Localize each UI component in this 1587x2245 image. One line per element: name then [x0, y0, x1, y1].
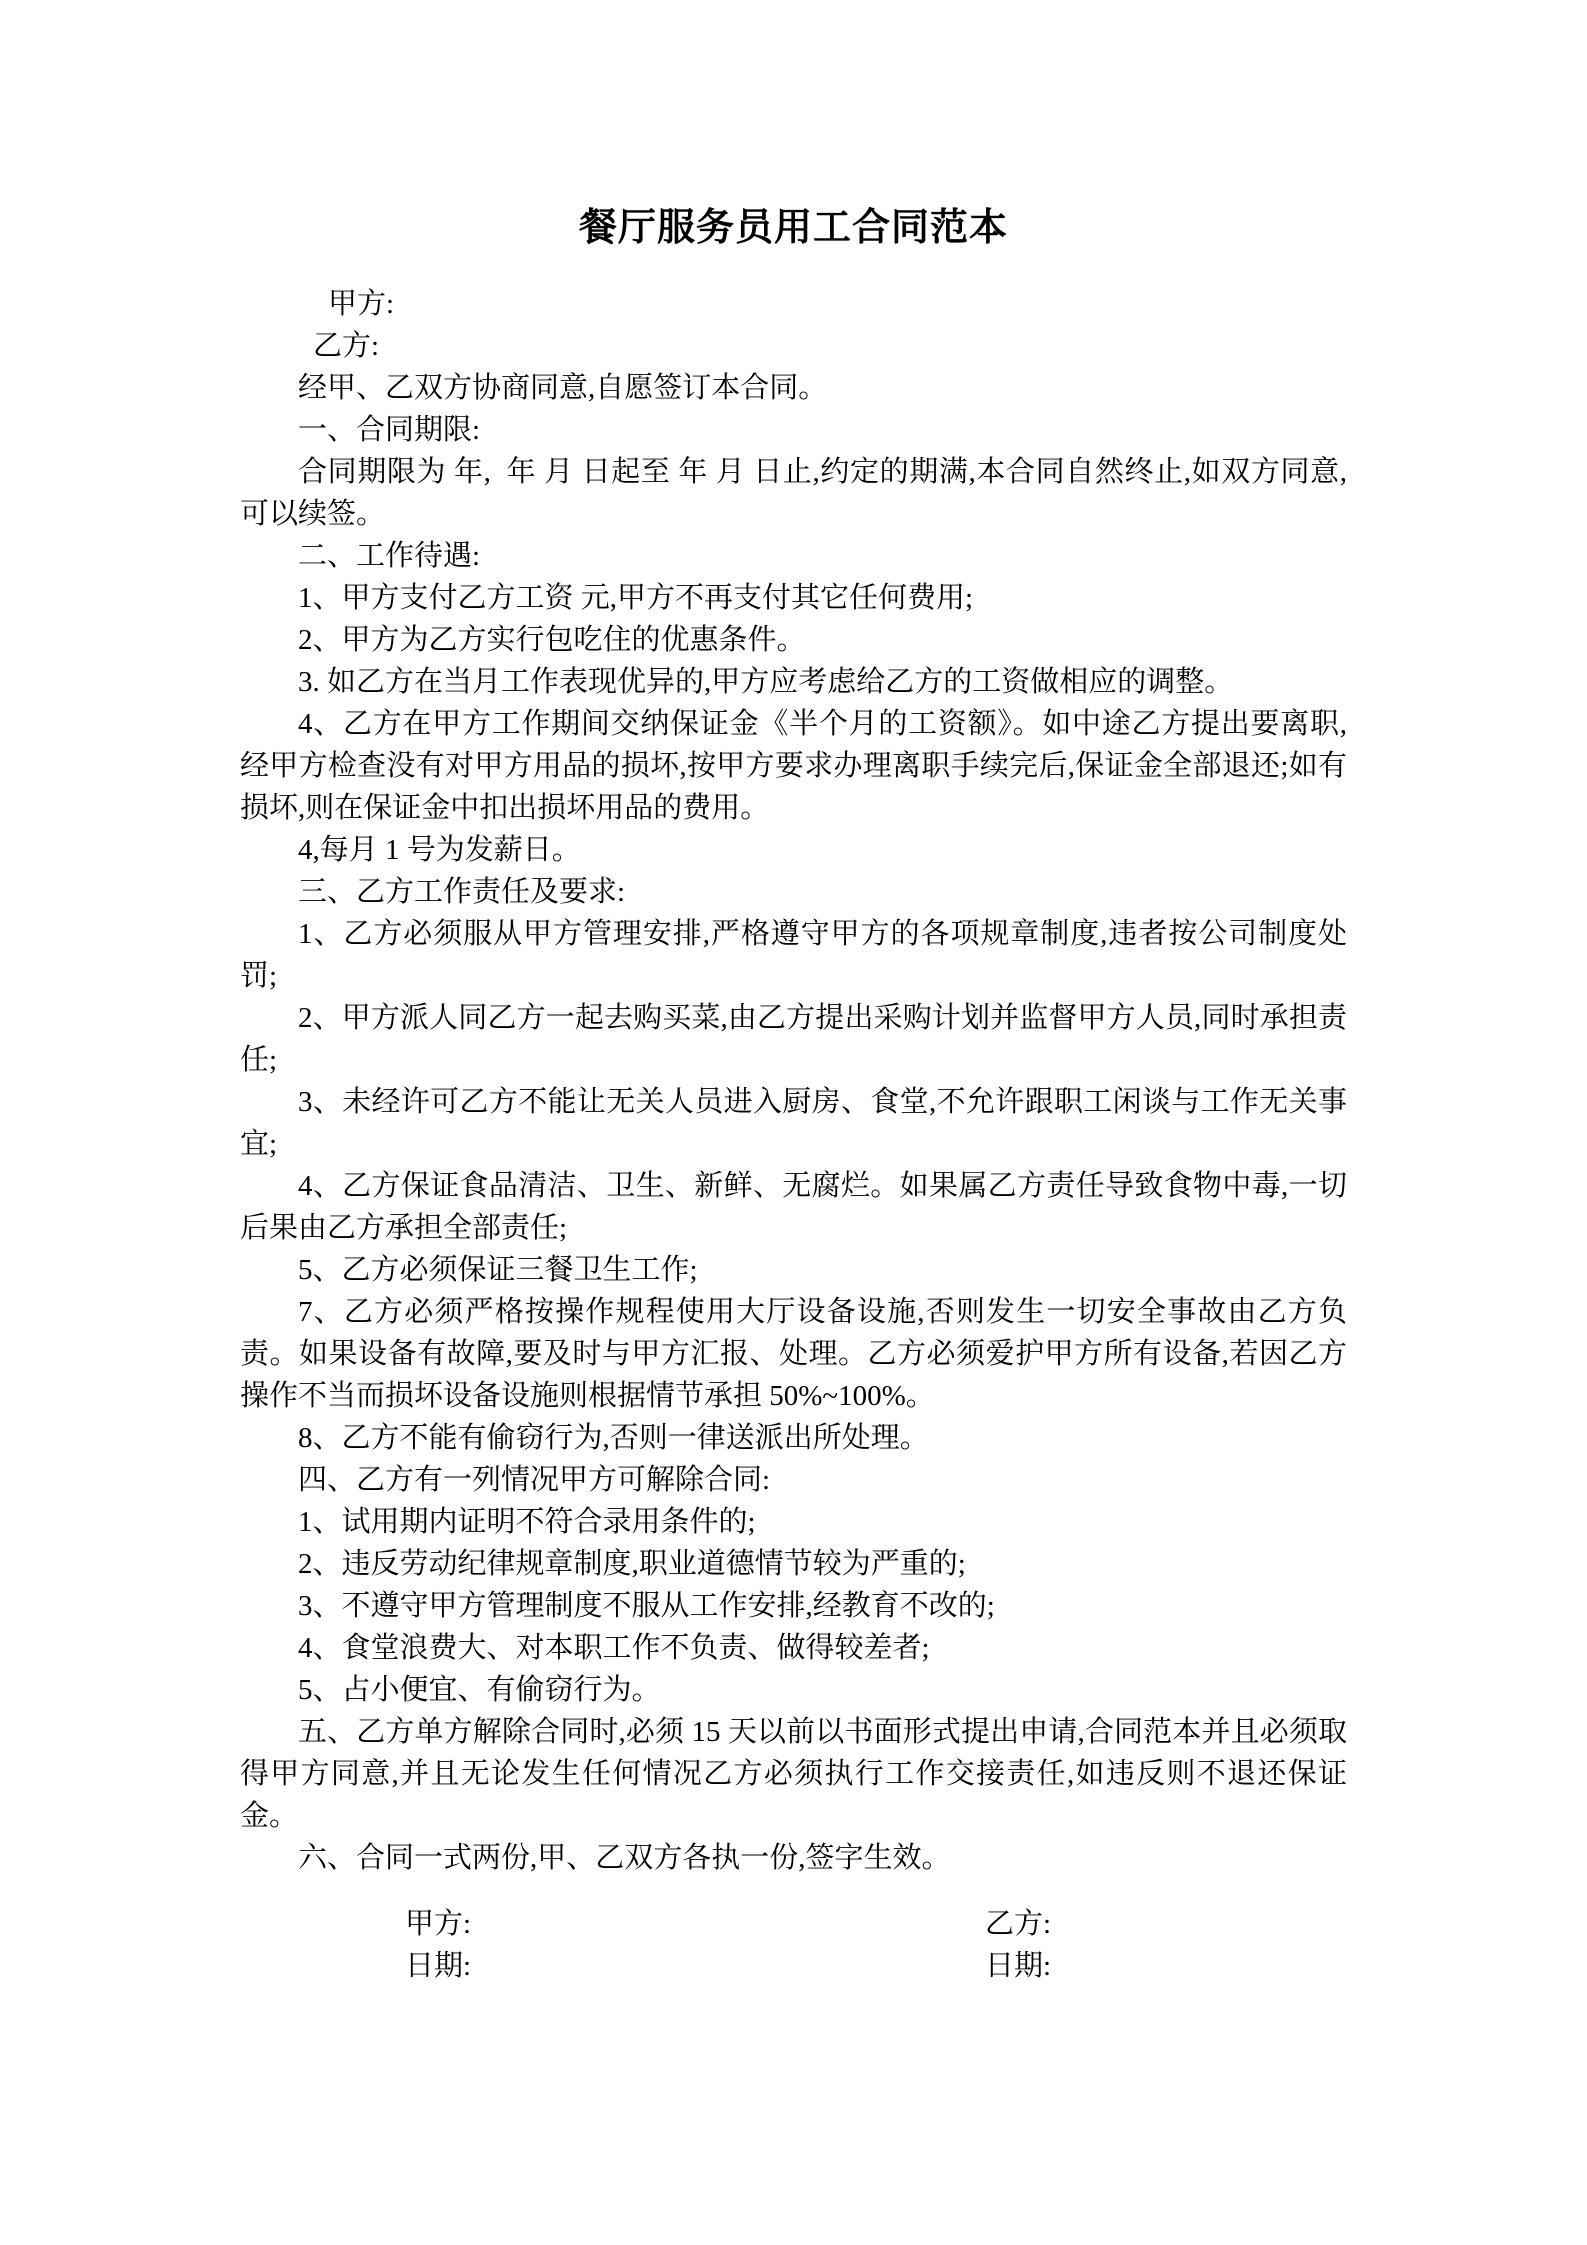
party-b-line: 乙方:	[313, 330, 380, 362]
party-b-signature-label: 乙方:	[985, 1908, 1052, 1940]
termination-item-1: 1、试用期内证明不符合录用条件的;	[298, 1506, 756, 1538]
work-benefit-item-1: 1、甲方支付乙方工资 元,甲方不再支付其它任何费用;	[298, 582, 974, 614]
preamble-paragraph: 经甲、乙双方协商同意,自愿签订本合同。	[298, 372, 828, 404]
responsibility-item-5: 5、乙方必须保证三餐卫生工作;	[298, 1254, 698, 1286]
termination-item-2: 2、违反劳动纪律规章制度,职业道德情节较为严重的;	[298, 1548, 966, 1580]
responsibility-item-4: 4、乙方保证食品清洁、卫生、新鲜、无腐烂。如果属乙方责任导致食物中毒,一切后果由乙方承担全部责任;	[240, 1170, 1347, 1244]
section-1-heading: 一、合同期限:	[298, 414, 481, 446]
section-6-paragraph: 六、合同一式两份,甲、乙双方各执一份,签字生效。	[298, 1842, 951, 1874]
party-b-date-label: 日期:	[985, 1950, 1052, 1982]
responsibility-item-8: 8、乙方不能有偷窃行为,否则一律送派出所处理。	[298, 1422, 929, 1454]
termination-item-4: 4、食堂浪费大、对本职工作不负责、做得较差者;	[298, 1632, 930, 1664]
termination-item-3: 3、不遵守甲方管理制度不服从工作安排,经教育不改的;	[298, 1590, 995, 1622]
document-title: 餐厅服务员用工合同范本	[578, 207, 1008, 249]
section-4-heading: 四、乙方有一列情况甲方可解除合同:	[298, 1464, 771, 1496]
signature-row-parties	[240, 1903, 1347, 1945]
responsibility-item-1: 1、乙方必须服从甲方管理安排,严格遵守甲方的各项规章制度,违者按公司制度处罚;	[240, 918, 1347, 992]
responsibility-item-7: 7、乙方必须严格按操作规程使用大厅设备设施,否则发生一切安全事故由乙方负责。如果设备有故障,要及时与甲方汇报、处理。乙方必须爱护甲方所有设备,若因乙方操作不当而损坏设备设施则根据情节承担 50%~100%。	[240, 1296, 1347, 1412]
party-a-signature-label: 甲方:	[405, 1908, 472, 1940]
work-benefit-item-4: 4、乙方在甲方工作期间交纳保证金《半个月的工资额》。如中途乙方提出要离职,经甲方检查没有对甲方用品的损坏,按甲方要求办理离职手续完后,保证金全部退还;如有损坏,则在保证金中扣出损坏用品的费用。	[240, 708, 1347, 824]
responsibility-item-2: 2、甲方派人同乙方一起去购买菜,由乙方提出采购计划并监督甲方人员,同时承担责任;	[240, 1002, 1347, 1076]
party-a-date-label: 日期:	[405, 1950, 472, 1982]
responsibility-item-3: 3、未经许可乙方不能让无关人员进入厨房、食堂,不允许跟职工闲谈与工作无关事宜;	[240, 1086, 1347, 1160]
termination-item-5: 5、占小便宜、有偷窃行为。	[298, 1674, 661, 1706]
section-2-heading: 二、工作待遇:	[298, 540, 481, 572]
signature-row-dates	[240, 1945, 1347, 1987]
contract-term-paragraph: 合同期限为 年, 年 月 日起至 年 月 日止,约定的期满,本合同自然终止,如双方同意,可以续签。	[240, 456, 1347, 530]
signature-block	[240, 1903, 1347, 1987]
section-5-paragraph: 五、乙方单方解除合同时,必须 15 天以前以书面形式提出申请,合同范本并且必须取得甲方同意,并且无论发生任何情况乙方必须执行工作交接责任,如违反则不退还保证金。	[240, 1716, 1347, 1832]
work-benefit-item-3: 3. 如乙方在当月工作表现优异的,甲方应考虑给乙方的工资做相应的调整。	[298, 666, 1234, 698]
party-a-line: 甲方:	[328, 288, 395, 320]
section-3-heading: 三、乙方工作责任及要求:	[298, 876, 626, 908]
payday-item: 4,每月 1 号为发薪日。	[298, 834, 581, 866]
work-benefit-item-2: 2、甲方为乙方实行包吃住的优惠条件。	[298, 624, 806, 656]
